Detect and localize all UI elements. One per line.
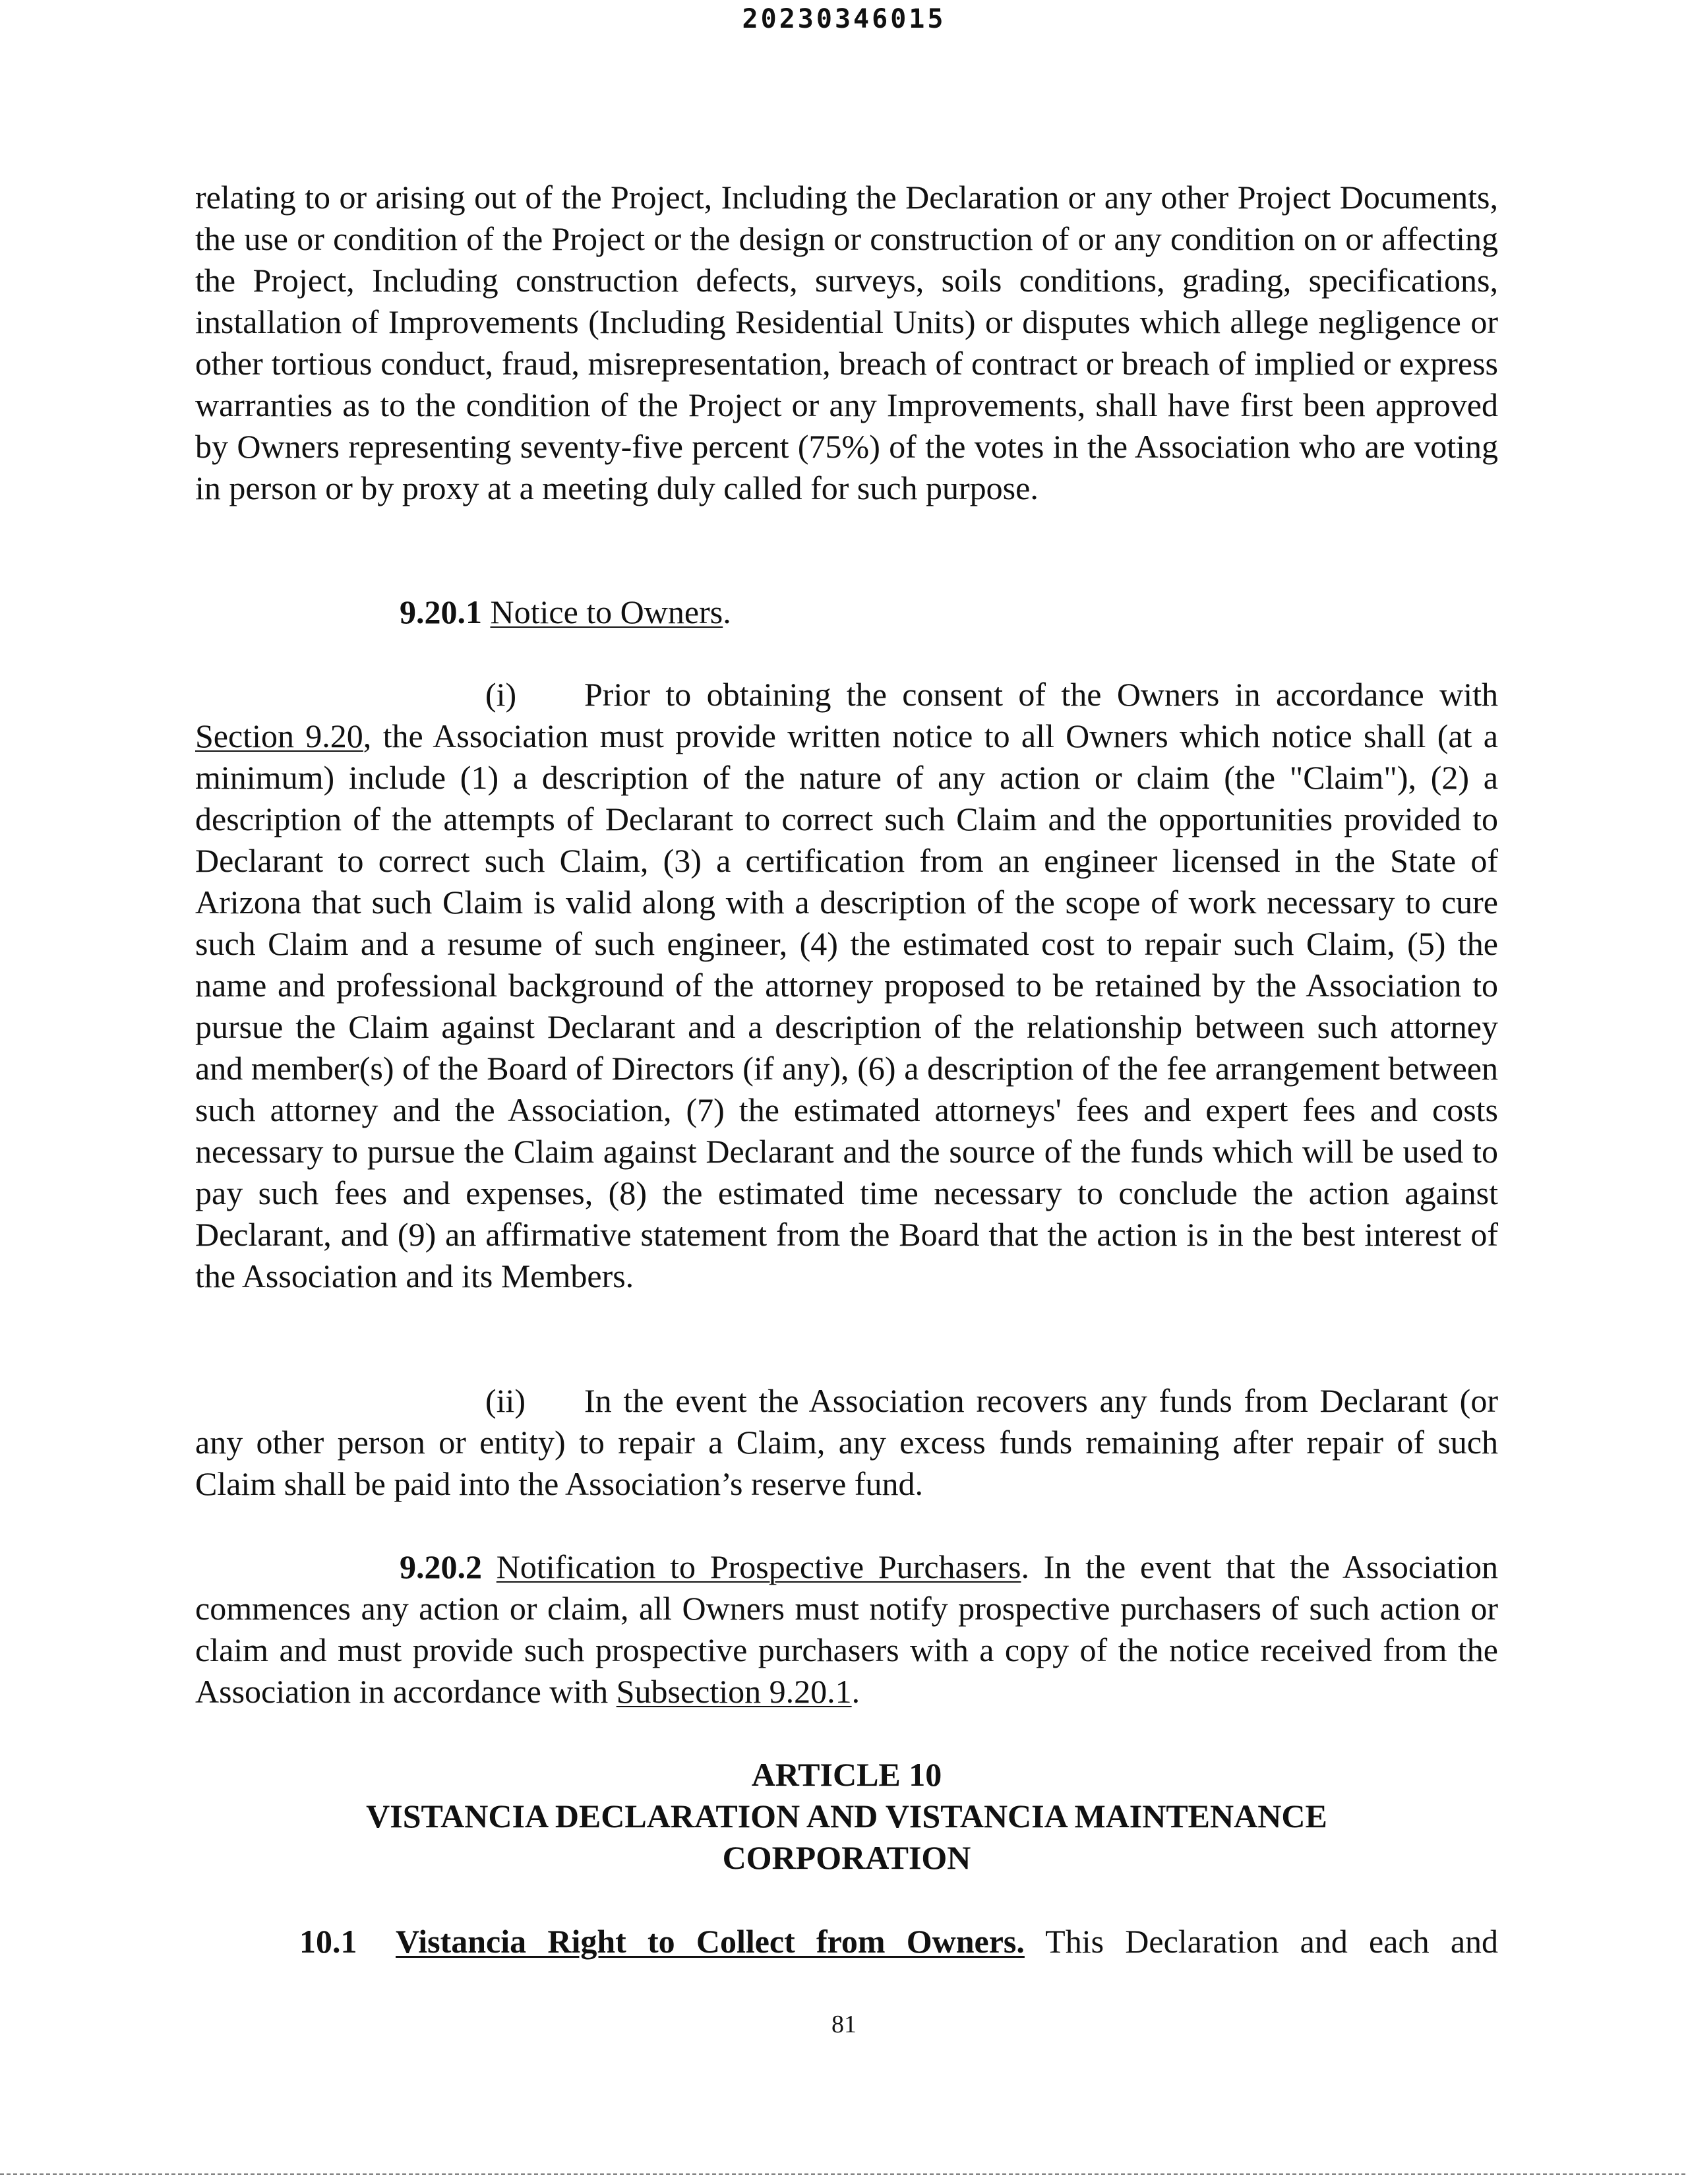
paragraph-intro: relating to or arising out of the Project, Including the Declaration or any other Project Documents, the use or condition of the Project or the design or construction of or any condition on or affecting the Project, Including construction defects, surveys, soils conditions, grading, specifications, installation of Improvements (Including Residential Units) or disputes which allege negligence or other tortious conduct, fraud, misrepresentation, breach of contract or breach of implied or express warranties as to the condition of the Project or any Improvements, shall have first been approved by Owners representing seventy-five percent (75%) of the votes in the Association who are voting in person or by proxy at a meeting duly called for such purpose. xyxy=(195,179,1498,506)
section-title: Notification to Prospective Purchasers xyxy=(496,1548,1021,1585)
section-number: 9.20.2 xyxy=(400,1548,482,1585)
subparagraph-text: In the event the Association recovers any funds from Declarant (or any other person or entity) to repair a Claim, any excess funds remaining after repair of such Claim shall be paid into the Association’s reserve fund. xyxy=(195,1382,1498,1502)
section-title-period: . xyxy=(723,593,731,630)
scan-edge-divider xyxy=(0,2173,1688,2175)
subparagraph-i xyxy=(195,674,1498,1297)
subparagraph-lead-text: Prior to obtaining the consent of the Owners in accordance with xyxy=(584,676,1498,713)
section-text: In the event that the Association commences any action or claim, all Owners must notify prospective purchasers of such action or claim and must provide such prospective purchasers with a copy of the notice received from the Association in accordance with xyxy=(195,1548,1498,1710)
subparagraph-text: , the Association must provide written notice to all Owners which notice shall (at a minimum) include (1) a description of the nature of any action or claim (the "Claim"), (2) a description of the attempts of Declarant to correct such Claim and the opportunities provided to Declarant to correct such Claim, (3) a certification from an engineer licensed in the State of Arizona that such Claim is valid along with a description of the scope of work necessary to cure such Claim and a resume of such engineer, (4) the estimated cost to repair such Claim, (5) the name and professional background of the attorney proposed to be retained by the Association to pursue the Claim against Declarant and a description of the relationship between such attorney and member(s) of the Board of Directors (if any), (6) a description of the fee arrangement between such attorney and the Association, (7) the estimated attorneys' fees and expert fees and costs necessary to pursue the Claim against Declarant and the source of the funds which will be used to pay such fees and expenses, (8) the estimated time necessary to conclude the action against Declarant, and (9) an affirmative statement from the Board that the action is in the best interest of the Association and its Members. xyxy=(195,717,1498,1294)
section-9-20-1-heading xyxy=(195,592,1498,633)
section-number: 10.1 xyxy=(299,1923,357,1960)
article-title-line-1: VISTANCIA DECLARATION AND VISTANCIA MAINTENANCE xyxy=(366,1798,1327,1835)
article-heading xyxy=(195,1754,1498,1879)
subparagraph-marker: (i) xyxy=(485,676,517,713)
section-reference: Section 9.20 xyxy=(195,717,363,754)
section-text: This Declaration and each and xyxy=(1024,1923,1499,1960)
recording-number: 20230346015 xyxy=(742,4,946,34)
subparagraph-marker: (ii) xyxy=(485,1382,526,1419)
article-title-line-2: CORPORATION xyxy=(722,1839,971,1876)
article-number: ARTICLE 10 xyxy=(751,1756,942,1793)
subparagraph-ii xyxy=(195,1380,1498,1505)
section-title-period: . xyxy=(1021,1548,1029,1585)
subsection-reference: Subsection 9.20.1 xyxy=(616,1673,852,1710)
section-title: Vistancia Right to Collect from Owners. xyxy=(396,1923,1025,1960)
page-number: 81 xyxy=(831,2011,857,2038)
section-10-1 xyxy=(195,1921,1498,1962)
section-9-20-2 xyxy=(195,1546,1498,1713)
section-title: Notice to Owners xyxy=(490,593,723,630)
section-number: 9.20.1 xyxy=(400,593,482,630)
section-end: . xyxy=(851,1673,860,1710)
